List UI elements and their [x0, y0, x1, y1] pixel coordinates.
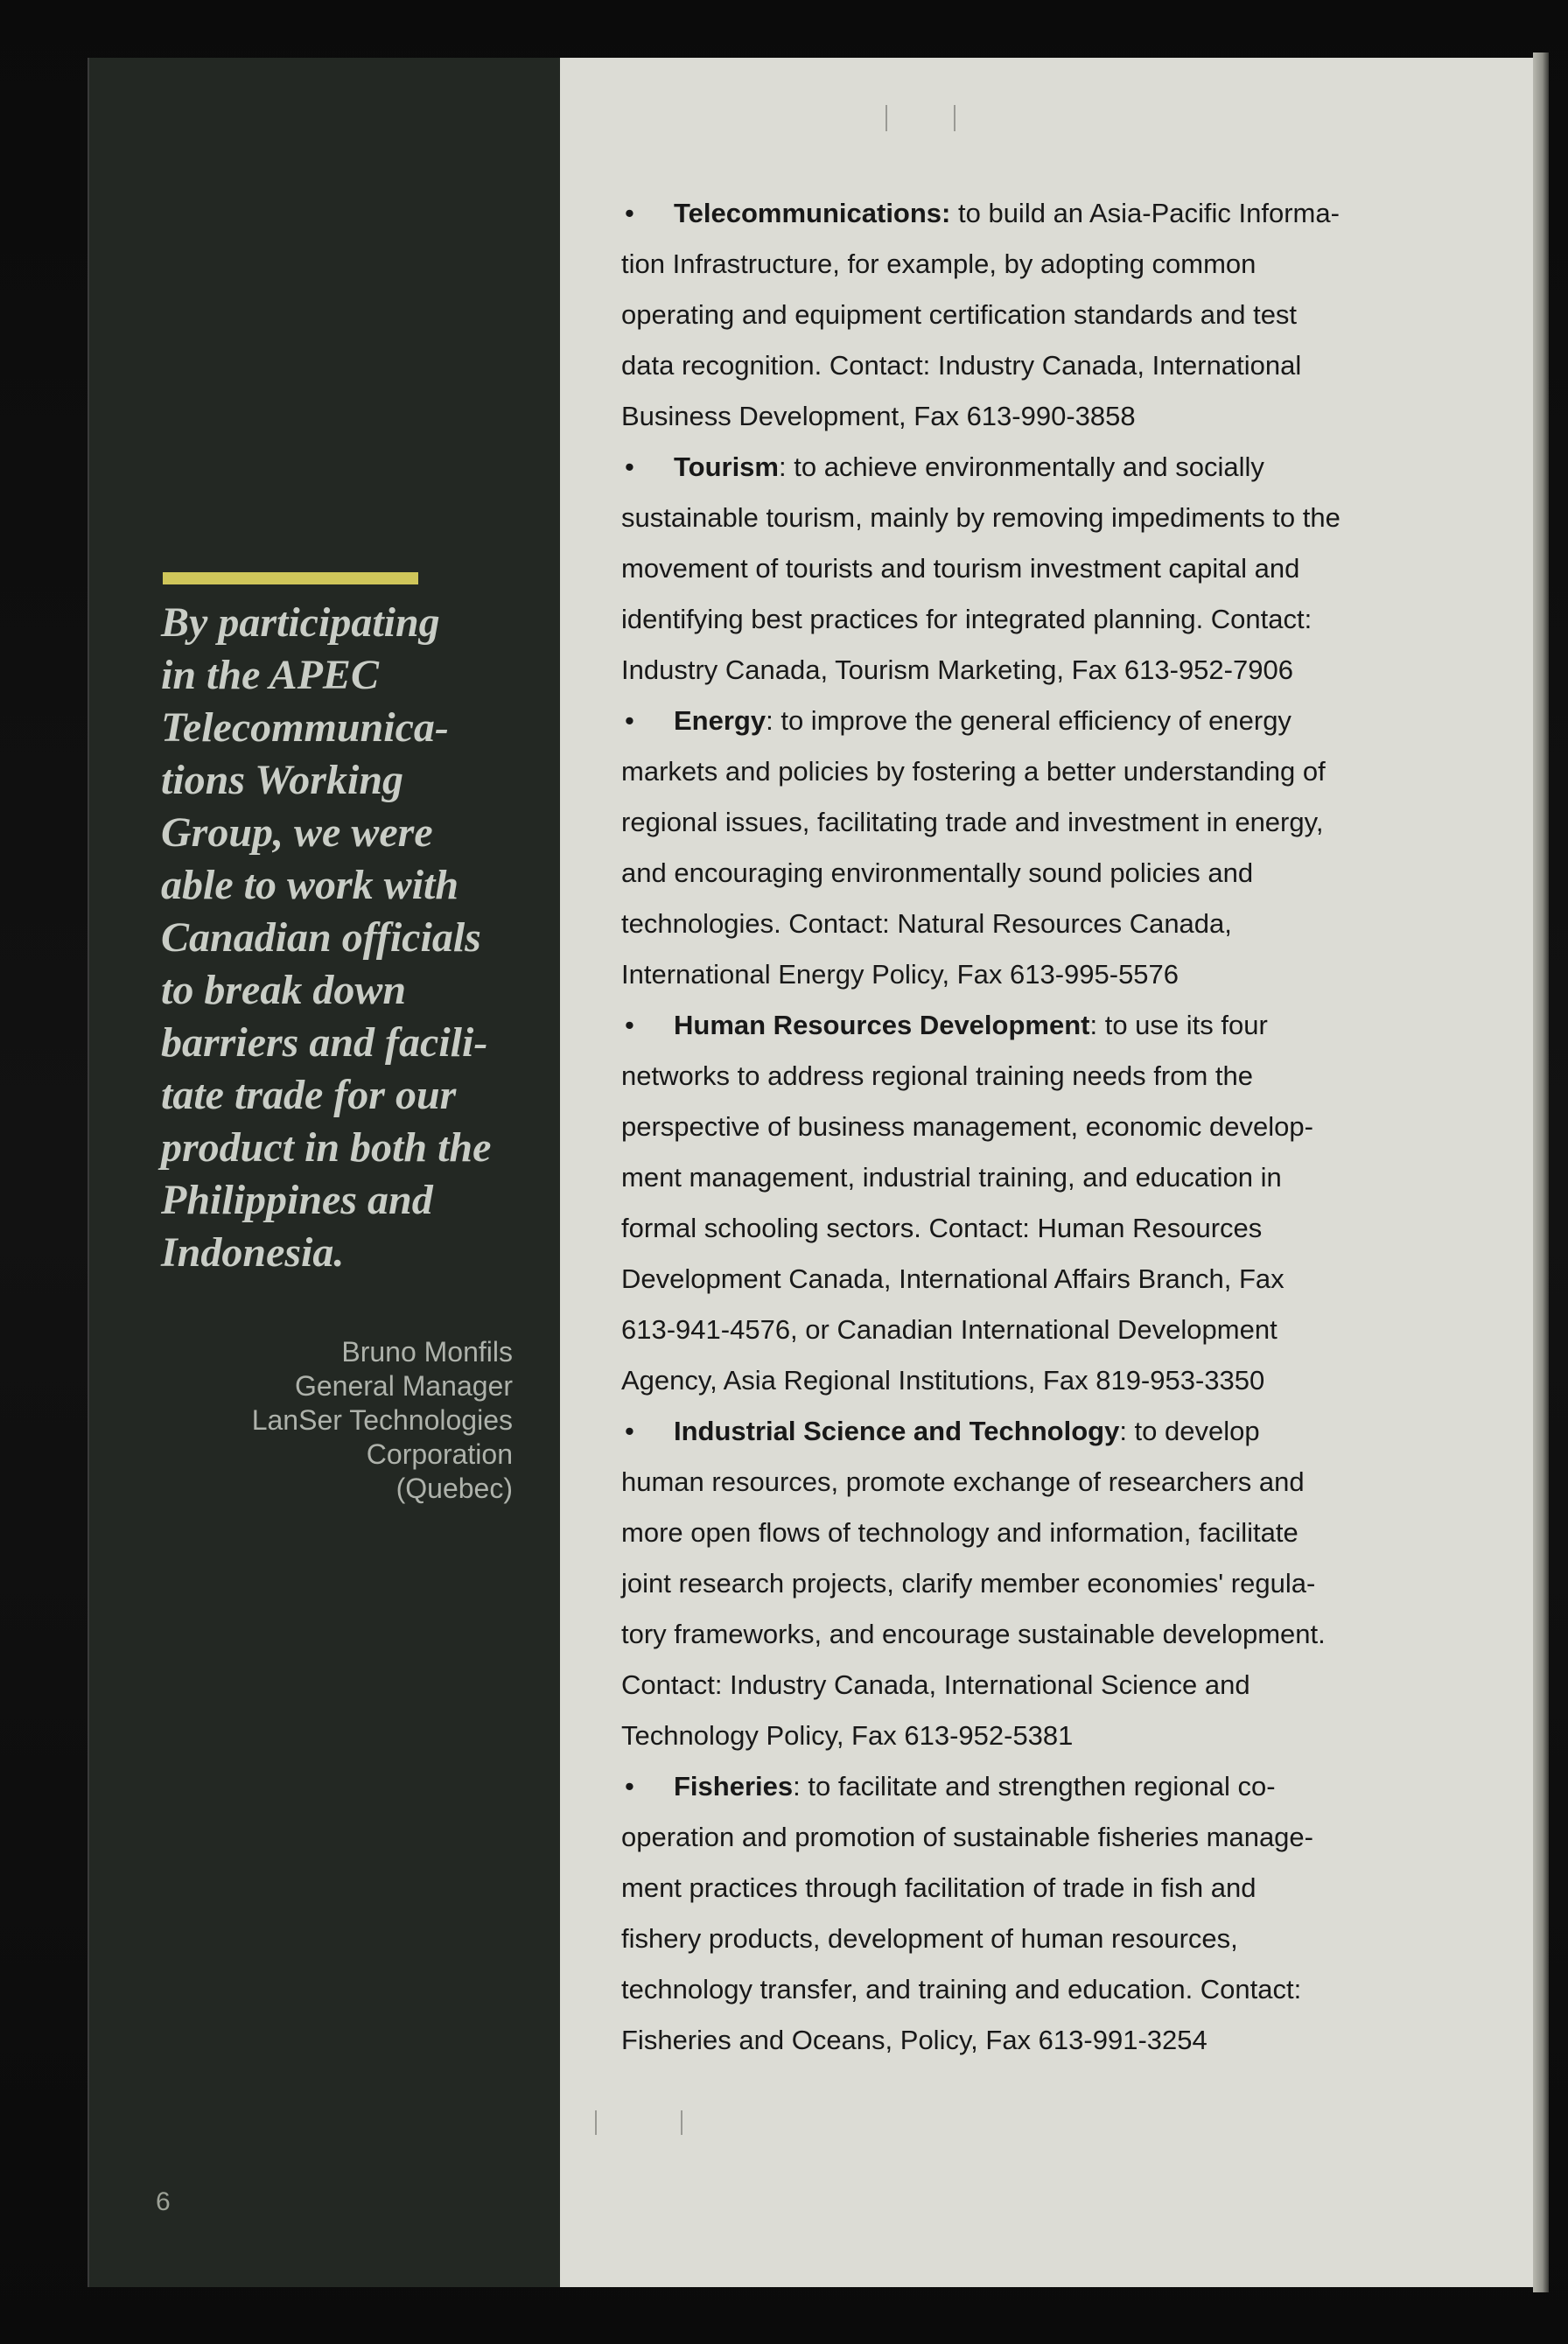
pull-quote-line: Indonesia. [161, 1229, 345, 1276]
text-line [621, 1609, 1496, 1660]
item-text: operating and equipment certification standards and test [621, 299, 1298, 330]
attribution-company: LanSer Technologies [251, 1404, 513, 1436]
text-line [621, 1254, 1496, 1305]
attribution-company: Corporation [366, 1438, 513, 1470]
text-line [621, 290, 1496, 340]
page-edge [1533, 52, 1549, 2292]
bullet-icon: • [625, 1010, 634, 1040]
item-text: sustainable tourism, mainly by removing impediments to the [621, 502, 1340, 533]
attribution-name: Bruno Monfils [341, 1336, 513, 1368]
working-groups-list [621, 188, 1496, 2066]
item-text: Business Development, Fax 613-990-3858 [621, 401, 1136, 431]
item-text: technologies. Contact: Natural Resources Canada, [621, 908, 1232, 939]
text-line [621, 1152, 1496, 1203]
list-item [621, 188, 1496, 442]
bullet-icon: • [625, 705, 634, 736]
item-text: markets and policies by fostering a better understanding of [621, 756, 1326, 787]
item-text: tion Infrastructure, for example, by adopting common [621, 248, 1256, 279]
pull-quote-line: Group, we were [161, 809, 433, 856]
item-text: 613-941-4576, or Canadian International Development [621, 1314, 1278, 1345]
attribution-location: (Quebec) [396, 1473, 513, 1504]
item-text: Industry Canada, Tourism Marketing, Fax 613-952-7906 [621, 654, 1293, 685]
text-line [621, 493, 1496, 543]
pull-quote [161, 597, 528, 1279]
text-line [621, 899, 1496, 949]
item-text: regional issues, facilitating trade and investment in energy, [621, 807, 1324, 837]
item-title: Telecommunications: [674, 198, 951, 228]
text-line [621, 1457, 1496, 1508]
list-item [621, 1000, 1496, 1406]
item-text: ment practices through facilitation of trade in fish and [621, 1872, 1256, 1903]
pull-quote-line: By participating [161, 599, 440, 646]
pull-quote-line: Canadian officials [161, 914, 481, 961]
text-line [621, 594, 1496, 645]
bullet-icon: • [625, 1416, 634, 1446]
list-item [621, 1406, 1496, 1761]
text-line [621, 1660, 1496, 1711]
quote-attribution [163, 1335, 513, 1506]
scan-artifact [681, 2110, 682, 2135]
scan-artifact [886, 105, 887, 131]
pull-quote-line: to break down [161, 967, 407, 1013]
text-line [621, 696, 1496, 746]
scan-artifact [595, 2110, 597, 2135]
bullet-icon: • [625, 198, 634, 228]
text-line [621, 188, 1496, 239]
text-line [621, 1761, 1496, 1812]
item-text: human resources, promote exchange of researchers and [621, 1466, 1305, 1497]
item-text: fishery products, development of human resources, [621, 1923, 1238, 1954]
attribution-title: General Manager [294, 1370, 513, 1402]
bullet-icon: • [625, 451, 634, 482]
item-text: identifying best practices for integrated planning. Contact: [621, 604, 1312, 634]
item-title: Fisheries [674, 1771, 794, 1802]
text-line [621, 1711, 1496, 1761]
text-line [621, 391, 1496, 442]
pull-quote-line: tate trade for our [161, 1072, 457, 1118]
text-line [621, 340, 1496, 391]
text-line [621, 543, 1496, 594]
item-text: : to use its four [1089, 1010, 1268, 1040]
item-text: tory frameworks, and encourage sustainable development. [621, 1619, 1326, 1649]
item-text: : to develop [1119, 1416, 1260, 1446]
item-text: formal schooling sectors. Contact: Human Resources [621, 1213, 1263, 1243]
item-text: movement of tourists and tourism investment capital and [621, 553, 1300, 584]
text-line [621, 1355, 1496, 1406]
item-text: networks to address regional training needs from the [621, 1060, 1254, 1091]
item-text: Contact: Industry Canada, International Science and [621, 1669, 1250, 1700]
text-line [621, 1406, 1496, 1457]
text-line [621, 2015, 1496, 2066]
item-text: International Energy Policy, Fax 613-995-5576 [621, 959, 1180, 990]
list-item [621, 442, 1496, 696]
text-line [621, 746, 1496, 797]
text-line [621, 1051, 1496, 1102]
text-line [621, 239, 1496, 290]
item-text: Fisheries and Oceans, Policy, Fax 613-991-3254 [621, 2025, 1208, 2055]
item-title: Energy [674, 705, 766, 736]
pull-quote-line: in the APEC [161, 652, 379, 698]
pull-quote-line: Telecommunica- [161, 704, 449, 751]
item-text: Agency, Asia Regional Institutions, Fax 819-953-3350 [621, 1365, 1265, 1396]
item-text: data recognition. Contact: Industry Canada, International [621, 350, 1302, 381]
item-text: Development Canada, International Affairs Branch, Fax [621, 1263, 1284, 1294]
text-line [621, 1508, 1496, 1558]
item-text: perspective of business management, economic develop- [621, 1111, 1313, 1142]
item-text: : to facilitate and strengthen regional co- [793, 1771, 1276, 1802]
list-item [621, 696, 1496, 1000]
pull-quote-line: barriers and facili- [161, 1019, 488, 1066]
item-text: operation and promotion of sustainable fisheries manage- [621, 1822, 1313, 1852]
scan-artifact [954, 105, 956, 131]
text-line [621, 1203, 1496, 1254]
item-text: joint research projects, clarify member economies' regula- [621, 1568, 1316, 1599]
pull-quote-line: able to work with [161, 862, 459, 908]
text-line [621, 1812, 1496, 1863]
text-line [621, 1102, 1496, 1152]
text-line [621, 1964, 1496, 2015]
item-title: Industrial Science and Technology [674, 1416, 1120, 1446]
text-line [621, 1863, 1496, 1914]
pull-quote-line: Philippines and [161, 1177, 433, 1223]
item-text: and encouraging environmentally sound policies and [621, 857, 1254, 888]
item-text: to build an Asia-Pacific Informa- [950, 198, 1340, 228]
accent-bar [163, 572, 418, 584]
text-line [621, 797, 1496, 848]
text-line [621, 1558, 1496, 1609]
item-text: ment management, industrial training, and education in [621, 1162, 1282, 1193]
item-text: Technology Policy, Fax 613-952-5381 [621, 1720, 1074, 1751]
page-number: 6 [156, 2187, 171, 2216]
bullet-icon: • [625, 1771, 634, 1802]
item-title: Tourism [674, 451, 779, 482]
text-line [621, 1305, 1496, 1355]
pull-quote-line: product in both the [161, 1124, 492, 1171]
item-text: : to achieve environmentally and socially [779, 451, 1264, 482]
text-line [621, 1000, 1496, 1051]
text-line [621, 1914, 1496, 1964]
text-line [621, 645, 1496, 696]
item-text: technology transfer, and training and education. Contact: [621, 1974, 1302, 2005]
text-line [621, 848, 1496, 899]
text-line [621, 442, 1496, 493]
list-item [621, 1761, 1496, 2066]
item-text: more open flows of technology and information, facilitate [621, 1517, 1298, 1548]
text-line [621, 949, 1496, 1000]
item-text: : to improve the general efficiency of energy [766, 705, 1292, 736]
item-title: Human Resources Development [674, 1010, 1090, 1040]
pull-quote-line: tions Working [161, 757, 404, 803]
